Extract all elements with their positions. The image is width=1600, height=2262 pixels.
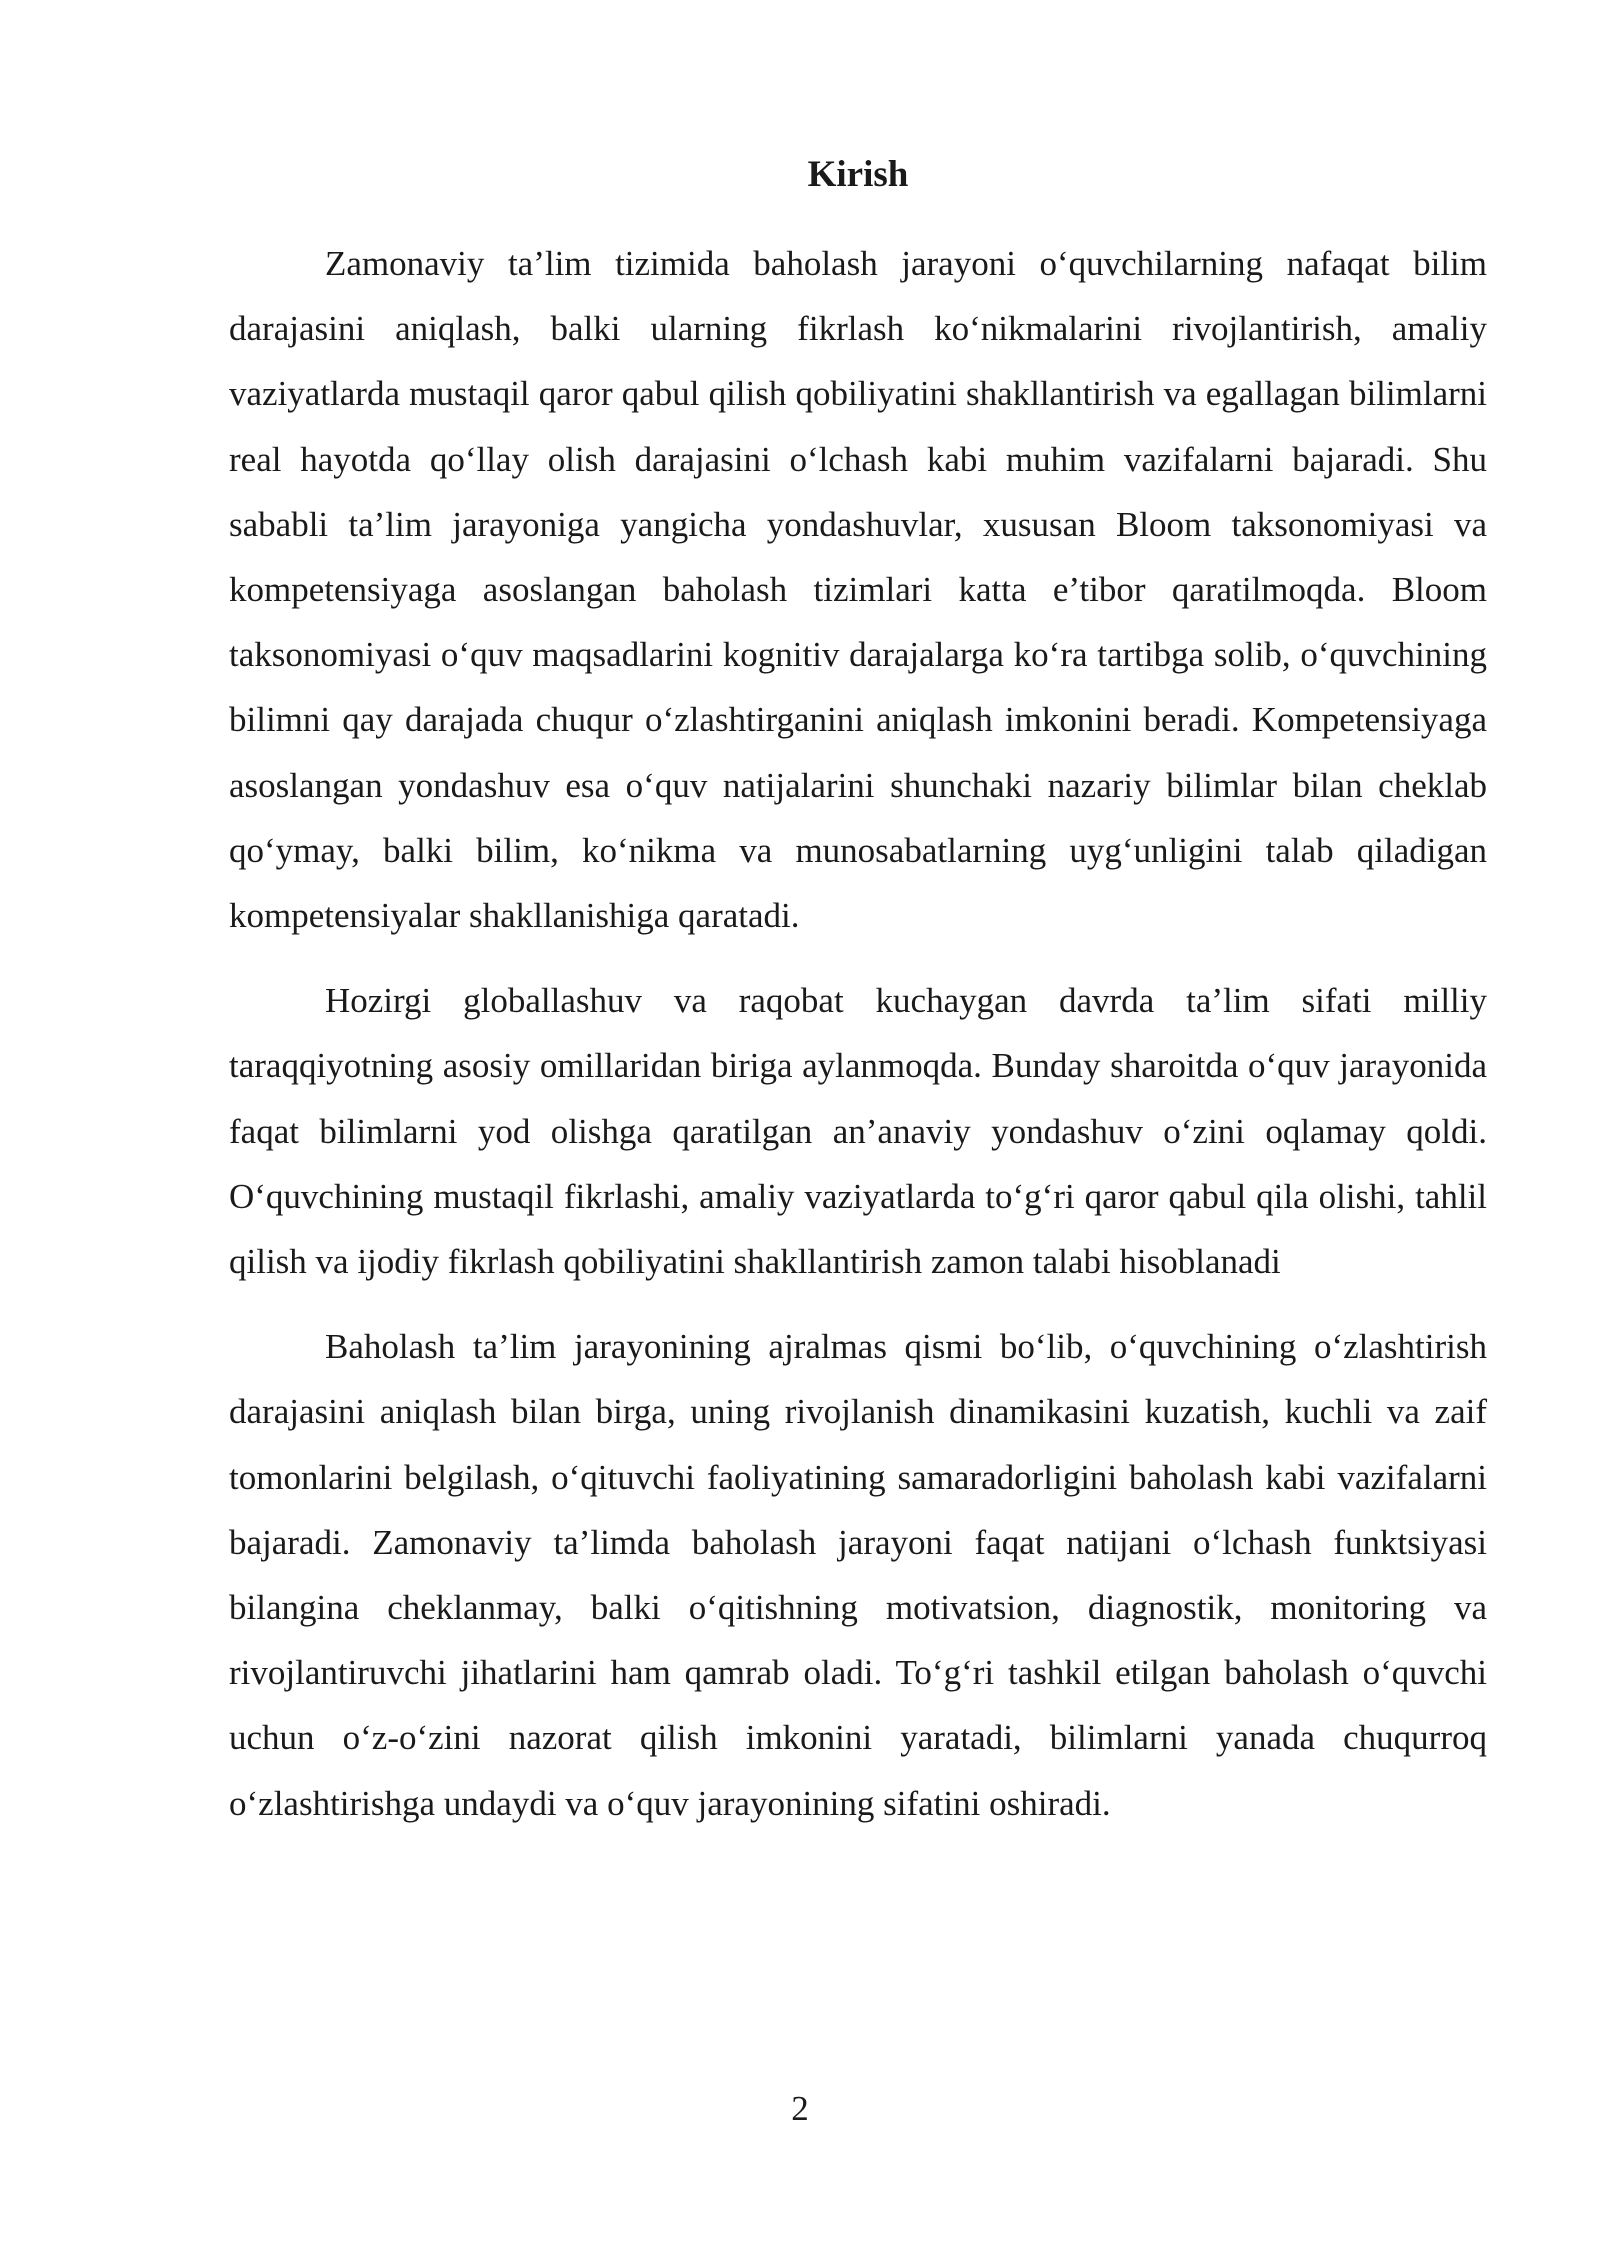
paragraph-1: Zamonaviy ta’lim tizimida baholash jarayoni o‘quvchilarning nafaqat bilim darajasini aniqlash, balki ularning fikrlash ko‘nikmalarini rivojlantirish, amaliy vaziyatlarda mustaqil qaror qabul qilish qobiliyatini shakllantirish va egallagan bilimlarni real hayotda qo‘llay olish darajasini o‘lchash kabi muhim vazifalarni bajaradi. Shu sababli ta’lim jarayoniga yangicha yondashuvlar, xususan Bloom taksonomiyasi va kompetensiyaga asoslangan baholash tizimlari katta e’tibor qaratilmoqda. Bloom taksonomiyasi o‘quv maqsadlarini kognitiv darajalarga ko‘ra tartibga solib, o‘quvchining bilimni qay darajada chuqur o‘zlashtirganini aniqlash imkonini beradi. Kompetensiyaga asoslangan yondashuv esa o‘quv natijalarini shunchaki nazariy bilimlar bilan cheklab qo‘ymay, balki bilim, ko‘nikma va munosabatlarning uyg‘unligini talab qiladigan kompetensiyalar shakllanishiga qaratadi. <box>229 244 1487 936</box>
page-number: 2 <box>791 2089 809 2128</box>
paragraph-2: Hozirgi globallashuv va raqobat kuchaygan davrda ta’lim sifati milliy taraqqiyotning asosiy omillaridan biriga aylanmoqda. Bunday sharoitda o‘quv jarayonida faqat bilimlarni yod olishga qaratilgan an’anaviy yondashuv o‘zini oqlamay qoldi. O‘quvchining mustaqil fikrlashi, amaliy vaziyatlarda to‘g‘ri qaror qabul qila olishi, tahlil qilish va ijodiy fikrlash qobiliyatini shakllantirish zamon talabi hisoblanadi <box>229 981 1487 1282</box>
document-page <box>229 150 1487 1856</box>
section-title: Kirish <box>807 154 909 195</box>
paragraph-3: Baholash ta’lim jarayonining ajralmas qismi bo‘lib, o‘quvchining o‘zlashtirish darajasini aniqlash bilan birga, uning rivojlanish dinamikasini kuzatish, kuchli va zaif tomonlarini belgilash, o‘qituvchi faoliyatining samaradorligini baholash kabi vazifalarni bajaradi. Zamonaviy ta’limda baholash jarayoni faqat natijani o‘lchash funktsiyasi bilangina cheklanmay, balki o‘qitishning motivatsion, diagnostik, monitoring va rivojlantiruvchi jihatlarini ham qamrab oladi. To‘g‘ri tashkil etilgan baholash o‘quvchi uchun o‘z-o‘zini nazorat qilish imkonini yaratadi, bilimlarni yanada chuqurroq o‘zlashtirishga undaydi va o‘quv jarayonining sifatini oshiradi. <box>229 1327 1487 1823</box>
